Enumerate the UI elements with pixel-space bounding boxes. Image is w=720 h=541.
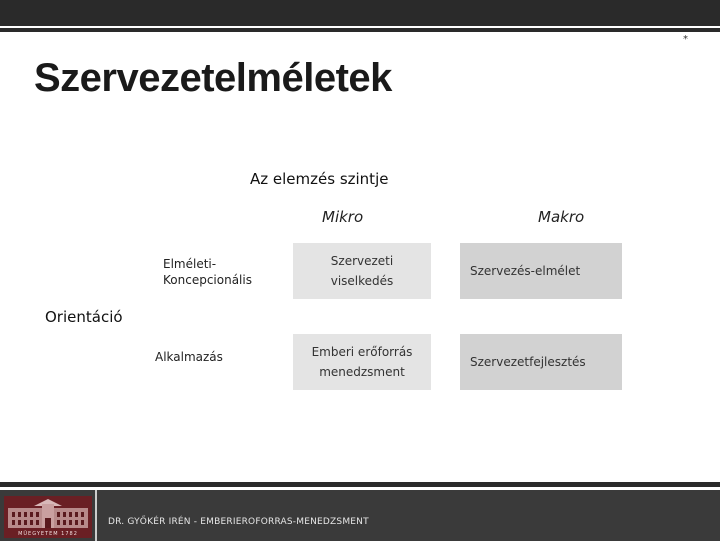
cell-line: Szervezetfejlesztés [470,355,586,369]
row-label-alkalmazas: Alkalmazás [155,350,223,364]
footer-author-text: DR. GYŐKÉR IRÉN - EMBERIEROFORRAS-MENEDZSMENT [108,517,369,527]
column-label-makro: Makro [538,208,585,226]
analysis-level-heading: Az elemzés szintje [250,170,389,188]
orientation-label: Orientáció [45,308,123,326]
cell-line: Szervezeti [330,254,394,268]
row-label-line: Elméleti- [163,257,217,271]
cell-emberi-eroforras [293,334,431,390]
university-logo-icon [4,496,92,538]
footer-bar [0,490,720,541]
column-label-mikro: Mikro [322,208,364,226]
cell-szervezetfejlesztes [460,334,622,390]
cell-line: Emberi erőforrás [311,345,413,359]
row-label-elmeleti [163,256,273,288]
cell-line: Szervezés-elmélet [470,264,581,278]
row-label-line: Koncepcionális [163,273,252,287]
footer-separator [95,490,97,541]
cell-szervezes-elmelet [460,243,622,299]
top-bar [0,0,720,26]
top-divider [0,28,720,32]
cell-szervezeti-viselkedes [293,243,431,299]
slide-marker: * [683,34,688,45]
slide-title: Szervezetelméletek [34,56,392,100]
cell-line: viselkedés [330,274,394,288]
svg-text:MŰEGYETEM 1782: MŰEGYETEM 1782 [18,531,78,537]
bottom-divider [0,482,720,487]
cell-line: menedzsment [319,365,405,379]
